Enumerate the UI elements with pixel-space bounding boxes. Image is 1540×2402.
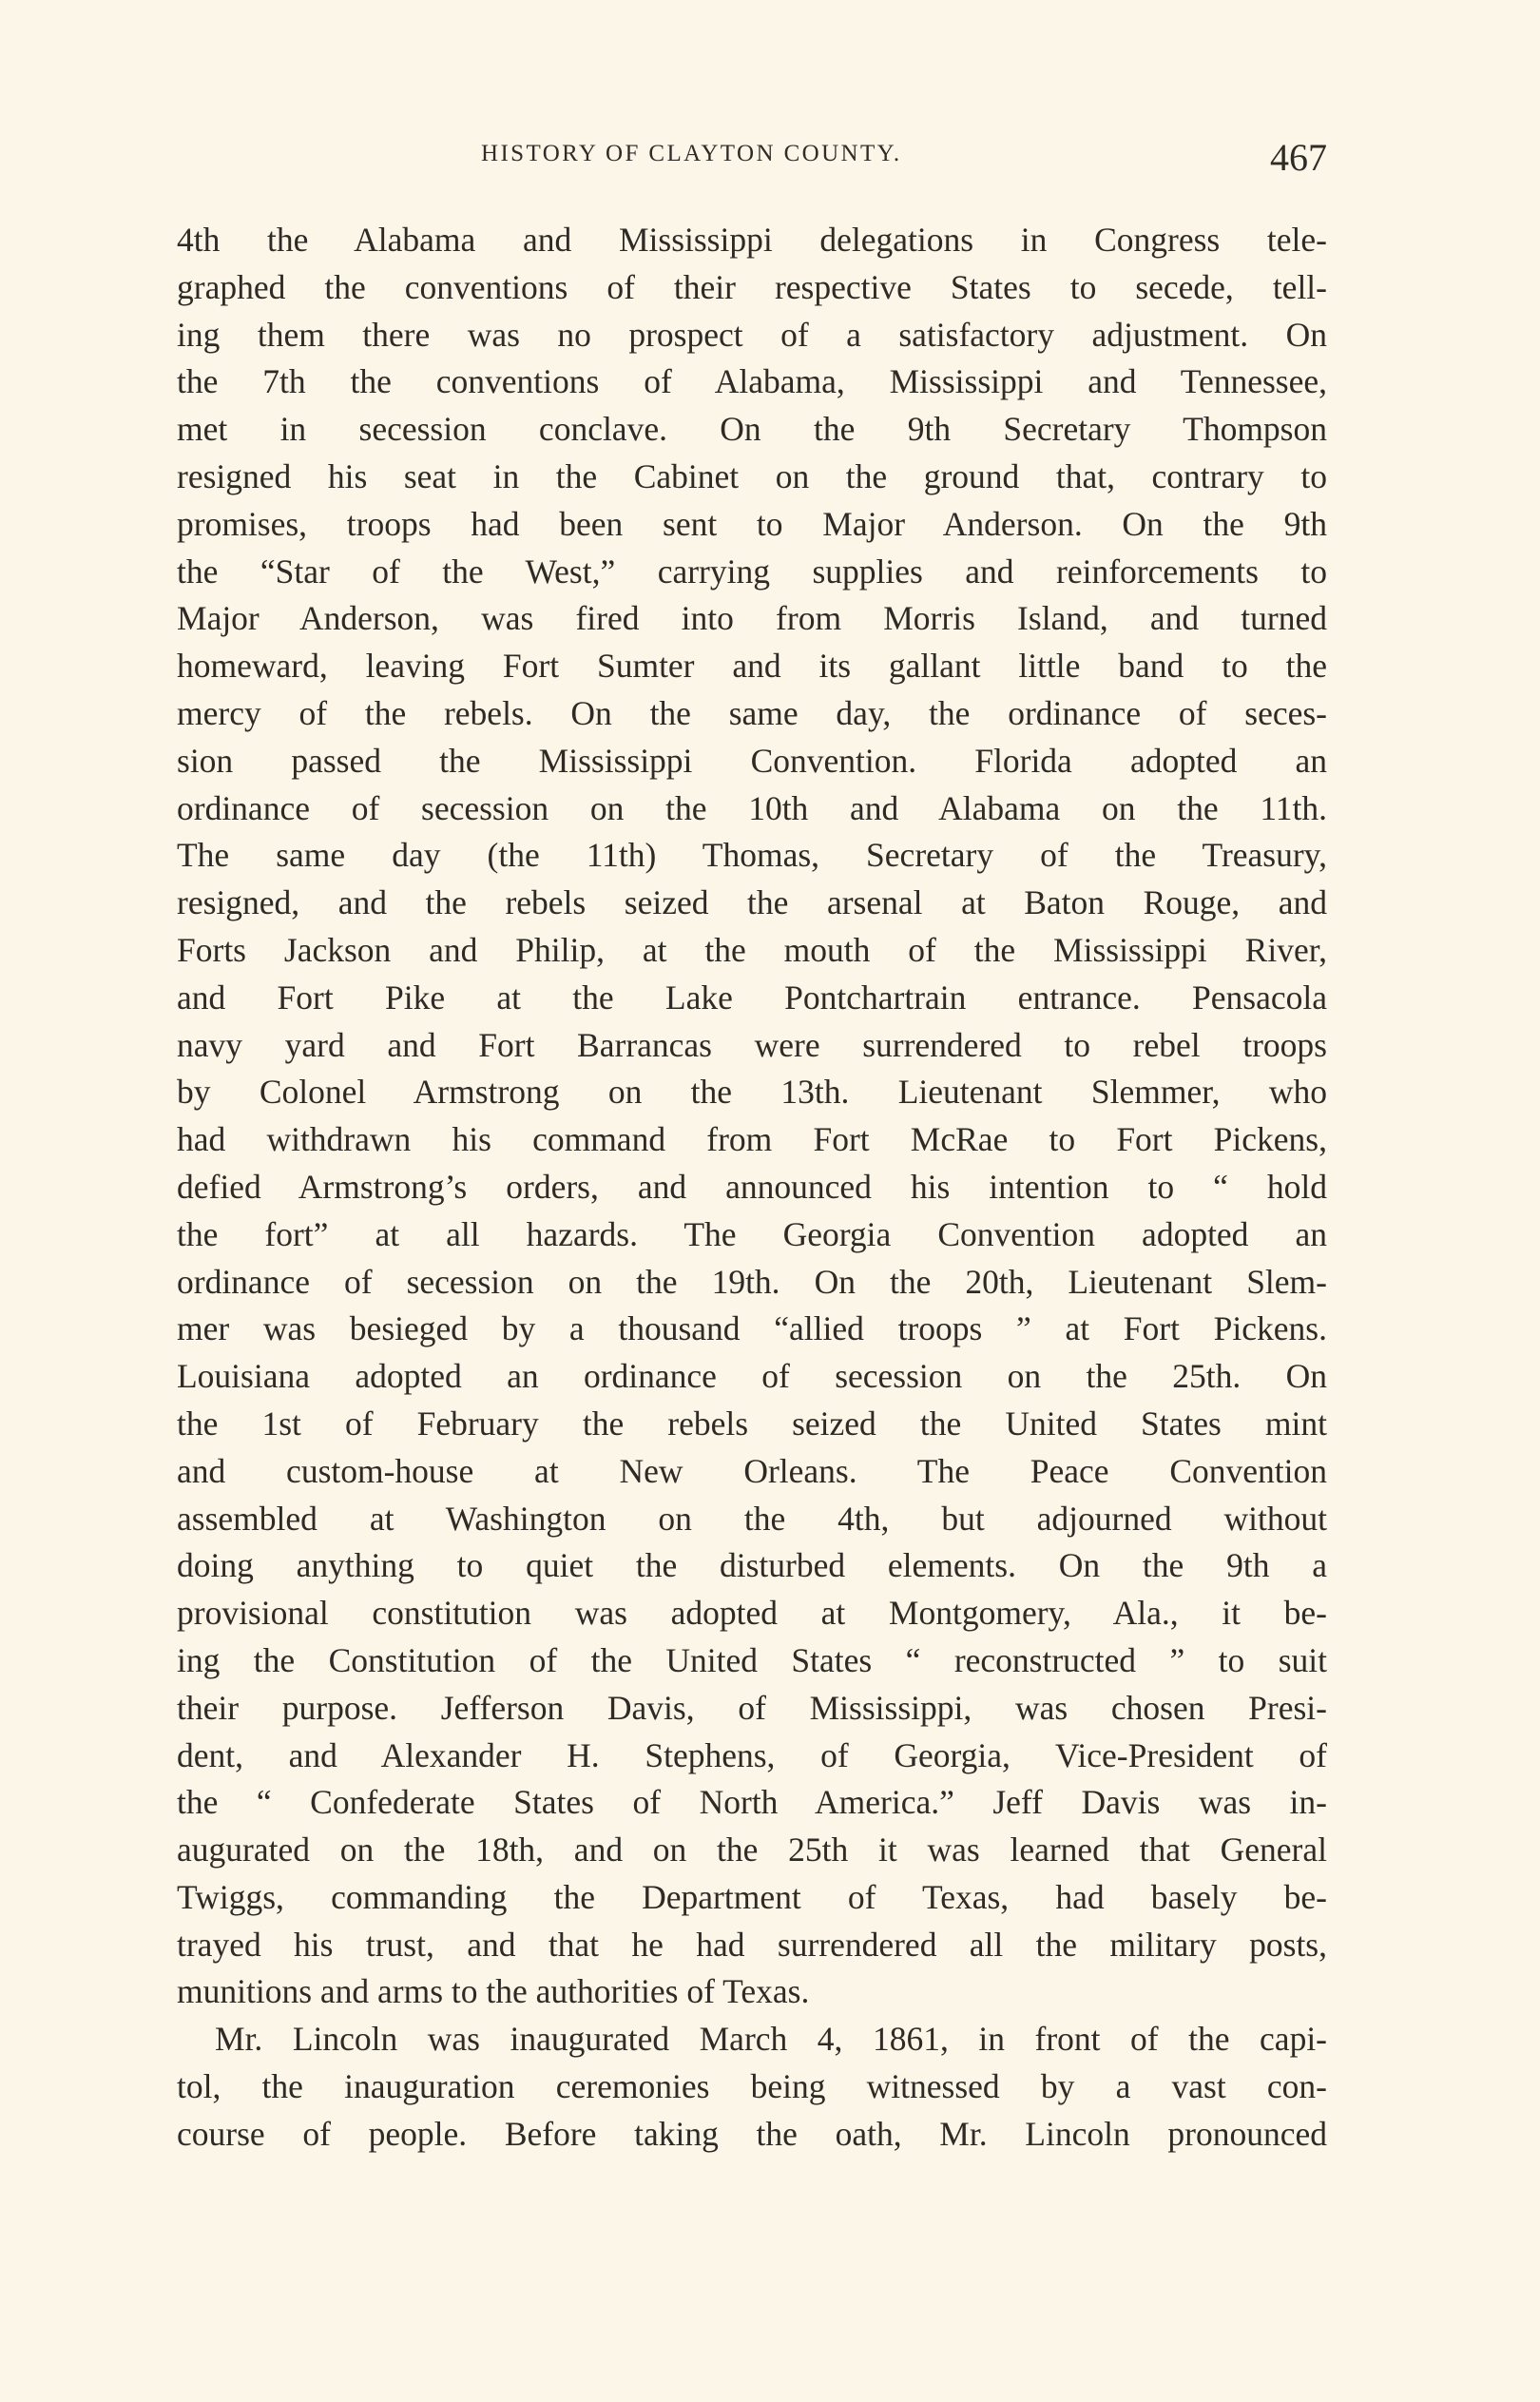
paragraph-end-line: munitions and arms to the authorities of Texas. bbox=[177, 1972, 810, 2011]
text-line: the “ Confederate States of North America.” Jeff Davis was in- bbox=[177, 1783, 1327, 1822]
text-line: defied Armstrong’s orders, and announced his intention to “ hold bbox=[177, 1167, 1327, 1206]
text-line: ordinance of secession on the 19th. On the 20th, Lieutenant Slem- bbox=[177, 1262, 1327, 1301]
text-line: ordinance of secession on the 10th and Alabama on the 11th. bbox=[177, 788, 1327, 827]
text-line: and custom-house at New Orleans. The Peace Convention bbox=[177, 1451, 1327, 1490]
text-line: provisional constitution was adopted at Montgomery, Ala., it be- bbox=[177, 1594, 1327, 1633]
text-line: trayed his trust, and that he had surrendered all the military posts, bbox=[177, 1925, 1327, 1964]
text-line: met in secession conclave. On the 9th Secretary Thompson bbox=[177, 410, 1327, 449]
text-line: by Colonel Armstrong on the 13th. Lieutenant Slemmer, who bbox=[177, 1073, 1327, 1112]
text-line: doing anything to quiet the disturbed elements. On the 9th a bbox=[177, 1546, 1327, 1585]
running-title: HISTORY OF CLAYTON COUNTY. bbox=[481, 141, 902, 166]
text-line: Twiggs, commanding the Department of Texas, had basely be- bbox=[177, 1877, 1327, 1916]
body-text bbox=[177, 217, 1327, 2159]
text-line: Forts Jackson and Philip, at the mouth of the Mississippi River, bbox=[177, 930, 1327, 969]
text-line: the 7th the conventions of Alabama, Mississippi and Tennessee, bbox=[177, 362, 1327, 401]
text-line: tol, the inauguration ceremonies being witnessed by a vast con- bbox=[177, 2067, 1327, 2106]
text-line: The same day (the 11th) Thomas, Secretary of the Treasury, bbox=[177, 836, 1327, 875]
text-line: mer was besieged by a thousand “allied troops ” at Fort Pickens. bbox=[177, 1309, 1327, 1348]
text-line: ing the Constitution of the United States “ reconstructed ” to suit bbox=[177, 1640, 1327, 1679]
text-line: assembled at Washington on the 4th, but adjourned without bbox=[177, 1499, 1327, 1538]
text-line: Major Anderson, was fired into from Morris Island, and turned bbox=[177, 599, 1327, 638]
page-number: 467 bbox=[1270, 136, 1327, 179]
text-line: had withdrawn his command from Fort McRae to Fort Pickens, bbox=[177, 1120, 1327, 1159]
text-line: sion passed the Mississippi Convention. Florida adopted an bbox=[177, 741, 1327, 780]
text-line: promises, troops had been sent to Major Anderson. On the 9th bbox=[177, 504, 1327, 543]
text-line: their purpose. Jefferson Davis, of Mississippi, was chosen Presi- bbox=[177, 1688, 1327, 1727]
paragraph-start-line: Mr. Lincoln was inaugurated March 4, 1861, in front of the capi- bbox=[215, 2020, 1327, 2059]
text-line: resigned his seat in the Cabinet on the ground that, contrary to bbox=[177, 456, 1327, 495]
text-line: 4th the Alabama and Mississippi delegations in Congress tele- bbox=[177, 221, 1327, 259]
text-line: augurated on the 18th, and on the 25th it was learned that General bbox=[177, 1831, 1327, 1869]
text-line: ing them there was no prospect of a satisfactory adjustment. On bbox=[177, 315, 1327, 354]
text-line: homeward, leaving Fort Sumter and its gallant little band to the bbox=[177, 647, 1327, 686]
text-line: navy yard and Fort Barrancas were surrendered to rebel troops bbox=[177, 1025, 1327, 1064]
text-line: dent, and Alexander H. Stephens, of Georgia, Vice-President of bbox=[177, 1735, 1327, 1774]
text-line: the fort” at all hazards. The Georgia Convention adopted an bbox=[177, 1214, 1327, 1253]
text-line: mercy of the rebels. On the same day, the ordinance of seces- bbox=[177, 693, 1327, 732]
running-head bbox=[177, 135, 1327, 183]
text-line: course of people. Before taking the oath, Mr. Lincoln pronounced bbox=[177, 2114, 1327, 2153]
text-line: Louisiana adopted an ordinance of secession on the 25th. On bbox=[177, 1357, 1327, 1396]
text-line: graphed the conventions of their respective States to secede, tell- bbox=[177, 267, 1327, 306]
text-line: and Fort Pike at the Lake Pontchartrain entrance. Pensacola bbox=[177, 978, 1327, 1017]
text-line: the “Star of the West,” carrying supplies and reinforcements to bbox=[177, 552, 1327, 591]
text-line: resigned, and the rebels seized the arsenal at Baton Rouge, and bbox=[177, 883, 1327, 922]
text-line: the 1st of February the rebels seized the United States mint bbox=[177, 1404, 1327, 1443]
